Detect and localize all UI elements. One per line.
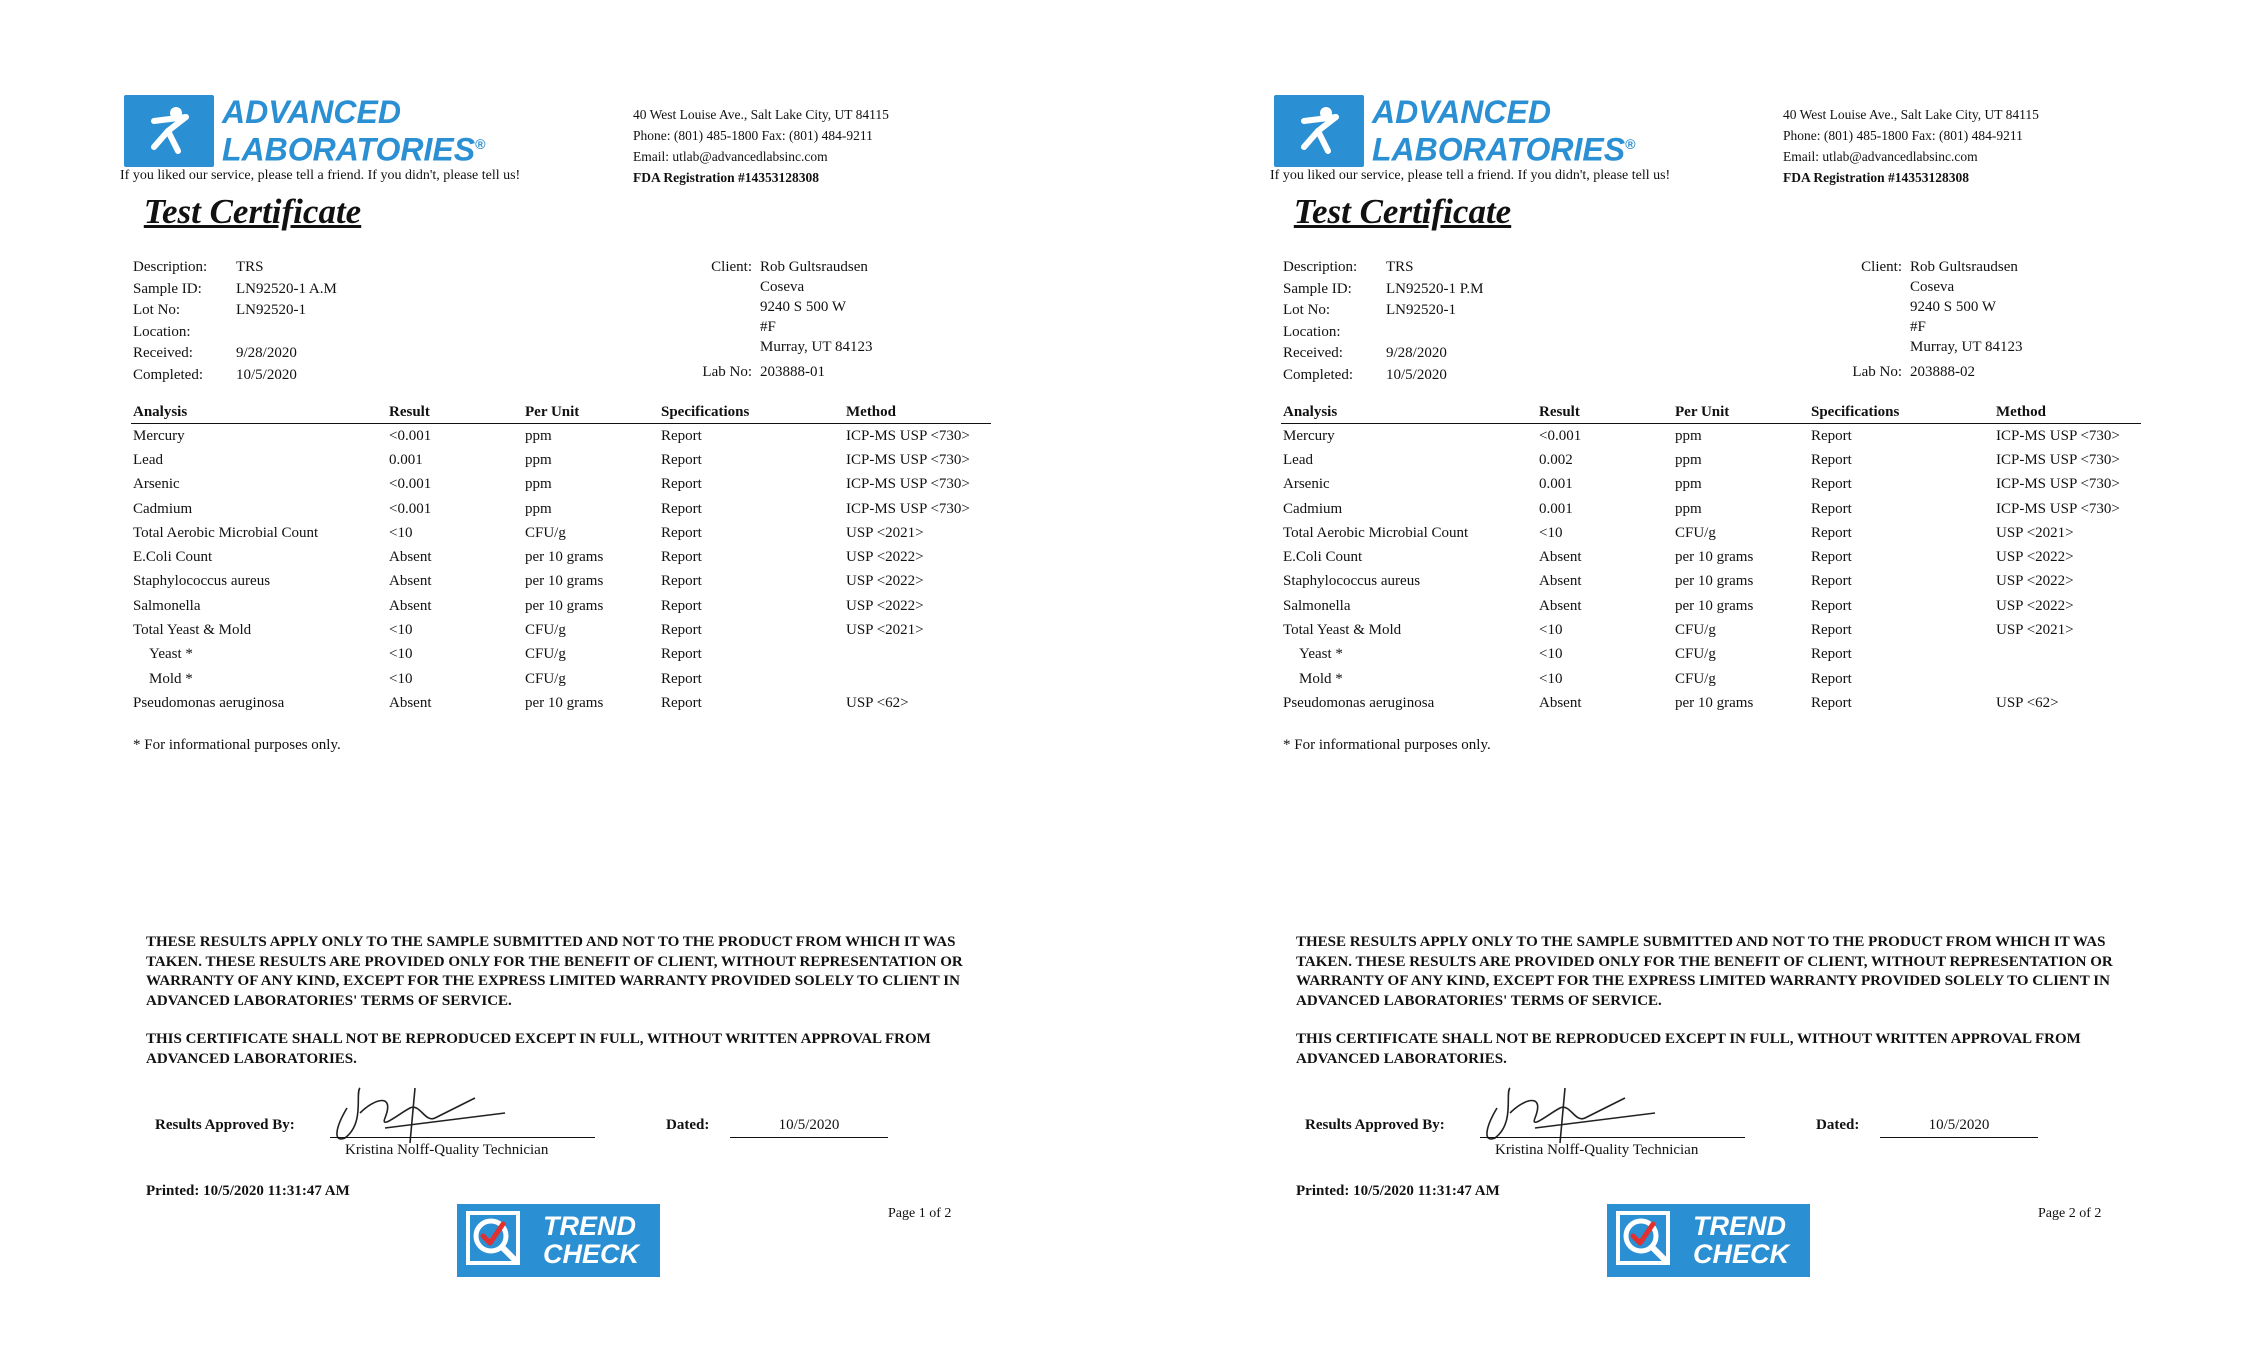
meta-label: Description:	[133, 259, 208, 275]
client-row	[1790, 317, 2023, 337]
dated-line	[1880, 1137, 2038, 1138]
meta-label: Location:	[1283, 323, 1341, 340]
cell-method: ICP-MS USP <730>	[1996, 500, 2120, 517]
cell-method: USP <2022>	[1996, 597, 2074, 614]
signature-icon	[1475, 1068, 1675, 1148]
cell-spec: Report	[661, 427, 702, 444]
meta-row	[1283, 279, 1484, 301]
client-block	[1790, 257, 2023, 357]
cell-result: Absent	[389, 597, 432, 614]
col-header-analysis: Analysis	[1281, 402, 1537, 424]
cell-unit: ppm	[1675, 427, 1702, 444]
brand-line-1: ADVANCED	[1372, 94, 1551, 130]
cell-unit: per 10 grams	[1675, 573, 1754, 590]
cell-analysis: Yeast *	[1299, 646, 1343, 663]
table-row	[1281, 473, 2141, 497]
cell-method: USP <2022>	[846, 549, 924, 566]
results-table	[1281, 402, 2141, 716]
signature-icon	[325, 1068, 525, 1148]
client-label: Client:	[711, 259, 752, 275]
table-row	[131, 643, 991, 667]
cell-spec: Report	[661, 670, 702, 687]
cell-spec: Report	[661, 476, 702, 493]
cell-analysis: Total Yeast & Mold	[1283, 622, 1402, 639]
trend-check-line-2: CHECK	[543, 1239, 640, 1269]
client-row	[1790, 297, 2023, 317]
lab-address	[633, 104, 889, 188]
cell-unit: per 10 grams	[525, 549, 604, 566]
cell-analysis: Mold *	[149, 670, 193, 687]
brand-line-1: ADVANCED	[222, 94, 401, 130]
meta-value: 9/28/2020	[236, 345, 297, 361]
client-row	[1790, 277, 2023, 297]
cell-spec: Report	[1811, 524, 1852, 541]
cell-unit: CFU/g	[1675, 524, 1716, 541]
client-row	[640, 297, 873, 317]
page-number: Page 2 of 2	[2038, 1206, 2102, 1221]
meta-row	[133, 279, 337, 301]
registered-mark: ®	[1625, 136, 1636, 152]
meta-value: 9/28/2020	[1386, 345, 1447, 361]
approved-by-label: Results Approved By:	[155, 1117, 295, 1133]
cell-unit: per 10 grams	[1675, 597, 1754, 614]
cell-method	[844, 667, 991, 691]
lab-number-value: 203888-02	[1910, 364, 1975, 380]
cell-spec: Report	[1811, 622, 1852, 639]
cell-spec: Report	[1811, 646, 1852, 663]
lab-number	[1790, 364, 1975, 381]
client-line: #F	[760, 319, 776, 335]
cell-spec: Report	[1811, 500, 1852, 517]
cell-method: USP <2022>	[846, 597, 924, 614]
table-row	[131, 448, 991, 472]
table-row	[1281, 424, 2141, 449]
col-header-method: Method	[844, 402, 991, 424]
client-line: Coseva	[760, 279, 805, 295]
cell-analysis: Salmonella	[133, 597, 201, 614]
cell-method: USP <2021>	[1996, 622, 2074, 639]
meta-value: 10/5/2020	[1386, 366, 1447, 383]
col-header-unit: Per Unit	[523, 402, 659, 424]
trend-check-logo	[457, 1204, 660, 1277]
meta-label: Received:	[1283, 345, 1343, 361]
client-label-spacer	[640, 297, 760, 317]
dated-value: 10/5/2020	[1928, 1117, 1990, 1133]
page-title: Test Certificate	[1293, 192, 1512, 231]
email-line: Email: utlab@advancedlabsinc.com	[633, 149, 828, 164]
cell-result: <10	[389, 646, 413, 663]
table-row	[1281, 545, 2141, 569]
cell-analysis: Yeast *	[149, 646, 193, 663]
cell-spec: Report	[1811, 451, 1852, 468]
cell-method: ICP-MS USP <730>	[1996, 451, 2120, 468]
meta-row	[133, 365, 337, 387]
advanced-labs-logo-icon	[1274, 95, 1364, 167]
cell-result: <0.001	[389, 500, 432, 517]
registered-mark: ®	[475, 136, 486, 152]
meta-value: LN92520-1	[1386, 302, 1456, 318]
cell-spec: Report	[1811, 427, 1852, 444]
client-row	[1790, 337, 2023, 357]
table-row	[131, 667, 991, 691]
client-row	[1790, 257, 2023, 277]
cell-result: Absent	[389, 694, 432, 711]
col-header-result: Result	[1537, 402, 1673, 424]
meta-row	[133, 257, 337, 279]
cell-result: Absent	[1539, 597, 1582, 614]
signer-name: Kristina Nolff-Quality Technician	[1495, 1142, 1699, 1158]
table-row	[131, 424, 991, 449]
signature-line	[1480, 1137, 1745, 1138]
client-label-spacer	[640, 317, 760, 337]
cell-unit: per 10 grams	[525, 597, 604, 614]
client-label: Client:	[1861, 259, 1902, 275]
cell-result: <10	[1539, 646, 1563, 663]
meta-row	[133, 343, 337, 365]
cell-unit: per 10 grams	[525, 694, 604, 711]
meta-value: 10/5/2020	[236, 366, 297, 383]
cell-unit: ppm	[1675, 500, 1702, 517]
cell-analysis: Staphylococcus aureus	[133, 573, 271, 590]
cell-unit: CFU/g	[525, 646, 566, 663]
meta-row	[133, 322, 337, 344]
client-label-spacer	[1790, 337, 1910, 357]
client-line: Murray, UT 84123	[760, 339, 873, 355]
cell-result: Absent	[1539, 549, 1582, 566]
client-label-spacer	[640, 337, 760, 357]
magnifier-check-icon	[465, 1210, 525, 1270]
client-label-spacer	[1790, 297, 1910, 317]
cell-unit: ppm	[525, 500, 552, 517]
cell-method: USP <2021>	[846, 524, 924, 541]
cell-unit: CFU/g	[1675, 622, 1716, 639]
client-row	[640, 337, 873, 357]
table-row	[131, 545, 991, 569]
cell-unit: per 10 grams	[1675, 549, 1754, 566]
trend-check-logo	[1607, 1204, 1810, 1277]
meta-value: LN92520-1 A.M	[236, 280, 337, 297]
client-line: Rob Gultsraudsen	[760, 259, 868, 275]
signature-line	[330, 1137, 595, 1138]
results-table	[131, 402, 991, 716]
table-row	[1281, 643, 2141, 667]
cell-spec: Report	[661, 597, 702, 614]
lab-number-label: Lab No:	[702, 364, 752, 380]
lab-number	[640, 364, 825, 381]
cell-method	[1994, 667, 2141, 691]
brand-name	[1372, 96, 1635, 166]
fda-registration: FDA Registration #14353128308	[1783, 170, 1969, 185]
col-header-method: Method	[1994, 402, 2141, 424]
client-line: 9240 S 500 W	[1910, 299, 1996, 315]
cell-result: 0.001	[389, 451, 423, 468]
cell-analysis: Cadmium	[133, 500, 193, 517]
cell-spec: Report	[661, 524, 702, 541]
cell-analysis: Total Aerobic Microbial Count	[133, 524, 319, 541]
tagline: If you liked our service, please tell a friend. If you didn't, please tell us!	[1270, 168, 1671, 183]
certificate-page-2	[1150, 0, 2258, 1366]
meta-row	[133, 300, 337, 322]
cell-analysis: Pseudomonas aeruginosa	[1283, 694, 1435, 711]
meta-label: Completed:	[1283, 366, 1353, 383]
cell-analysis: Arsenic	[1283, 476, 1330, 493]
client-line: 9240 S 500 W	[760, 299, 846, 315]
client-row	[640, 317, 873, 337]
table-row	[1281, 497, 2141, 521]
cell-result: 0.001	[1539, 476, 1573, 493]
meta-row	[1283, 343, 1484, 365]
cell-method: USP <2022>	[1996, 573, 2074, 590]
cell-analysis: Total Yeast & Mold	[133, 622, 252, 639]
cell-result: Absent	[389, 573, 432, 590]
cell-result: Absent	[1539, 694, 1582, 711]
lab-number-label: Lab No:	[1852, 364, 1902, 380]
lab-number-value: 203888-01	[760, 364, 825, 380]
cell-method: ICP-MS USP <730>	[846, 427, 970, 444]
trend-check-line-1: TREND	[543, 1211, 636, 1241]
cell-unit: per 10 grams	[1675, 694, 1754, 711]
meta-label: Received:	[133, 345, 193, 361]
table-row	[1281, 667, 2141, 691]
table-row	[1281, 594, 2141, 618]
trend-check-line-2: CHECK	[1693, 1239, 1790, 1269]
cell-method: ICP-MS USP <730>	[1996, 427, 2120, 444]
dated-line	[730, 1137, 888, 1138]
magnifier-check-icon	[1615, 1210, 1675, 1270]
printed-timestamp: Printed: 10/5/2020 11:31:47 AM	[1296, 1183, 1500, 1199]
col-header-specifications: Specifications	[1809, 402, 1994, 424]
cell-unit: CFU/g	[525, 524, 566, 541]
footnote: * For informational purposes only.	[133, 737, 341, 753]
cell-result: <0.001	[389, 427, 432, 444]
meta-row	[1283, 257, 1484, 279]
table-row	[131, 521, 991, 545]
col-header-specifications: Specifications	[659, 402, 844, 424]
phone-line: Phone: (801) 485-1800 Fax: (801) 484-9211	[1783, 128, 2023, 143]
meta-row	[1283, 300, 1484, 322]
cell-analysis: Lead	[133, 451, 163, 468]
cell-spec: Report	[661, 500, 702, 517]
meta-label: Description:	[1283, 259, 1358, 275]
meta-label: Lot No:	[1283, 302, 1331, 318]
cell-unit: ppm	[1675, 451, 1702, 468]
cell-result: <10	[1539, 524, 1563, 541]
table-row	[131, 618, 991, 642]
cell-analysis: Pseudomonas aeruginosa	[133, 694, 285, 711]
col-header-unit: Per Unit	[1673, 402, 1809, 424]
cell-result: <10	[1539, 670, 1563, 687]
cell-result: <10	[389, 670, 413, 687]
dated-label: Dated:	[666, 1117, 710, 1133]
signer-name: Kristina Nolff-Quality Technician	[345, 1142, 549, 1158]
meta-row	[1283, 365, 1484, 387]
cell-method: USP <62>	[846, 694, 909, 711]
cell-analysis: Mercury	[1283, 427, 1335, 444]
cell-method: ICP-MS USP <730>	[1996, 476, 2120, 493]
approved-by-label: Results Approved By:	[1305, 1117, 1445, 1133]
trend-check-line-1: TREND	[1693, 1211, 1786, 1241]
col-header-result: Result	[387, 402, 523, 424]
cell-spec: Report	[661, 549, 702, 566]
cell-result: Absent	[1539, 573, 1582, 590]
cell-unit: per 10 grams	[525, 573, 604, 590]
client-label-spacer	[640, 277, 760, 297]
footnote: * For informational purposes only.	[1283, 737, 1491, 753]
page-number: Page 1 of 2	[888, 1206, 952, 1221]
cell-unit: CFU/g	[1675, 670, 1716, 687]
cell-analysis: Lead	[1283, 451, 1313, 468]
cell-spec: Report	[661, 646, 702, 663]
tagline: If you liked our service, please tell a friend. If you didn't, please tell us!	[120, 168, 521, 183]
cell-method: USP <2021>	[1996, 524, 2074, 541]
cell-result: 0.002	[1539, 451, 1573, 468]
cell-result: <10	[389, 524, 413, 541]
table-row	[1281, 618, 2141, 642]
meta-label: Sample ID:	[133, 280, 202, 297]
table-row	[131, 570, 991, 594]
cell-spec: Report	[1811, 476, 1852, 493]
client-block	[640, 257, 873, 357]
cell-unit: CFU/g	[1675, 646, 1716, 663]
meta-label: Sample ID:	[1283, 280, 1352, 297]
cell-method: USP <2022>	[1996, 549, 2074, 566]
client-row	[640, 257, 873, 277]
meta-row	[1283, 322, 1484, 344]
brand-line-2: LABORATORIES	[1372, 131, 1626, 168]
table-row	[131, 691, 991, 715]
meta-label: Completed:	[133, 366, 203, 383]
lab-address	[1783, 104, 2039, 188]
disclaimer-paragraph-2: THIS CERTIFICATE SHALL NOT BE REPRODUCED EXCEPT IN FULL, WITHOUT WRITTEN APPROVAL FROM ADVANCED LABORATORIES.	[1296, 1031, 2081, 1067]
cell-spec: Report	[661, 622, 702, 639]
meta-value: TRS	[1386, 259, 1414, 275]
cell-spec: Report	[1811, 549, 1852, 566]
col-header-analysis: Analysis	[131, 402, 387, 424]
disclaimer-paragraph-1: THESE RESULTS APPLY ONLY TO THE SAMPLE SUBMITTED AND NOT TO THE PRODUCT FROM WHICH IT WAS TAKEN. THESE RESULTS ARE PROVIDED ONLY FOR THE BENEFIT OF CLIENT, WITHOUT REPRESENTATION OR WARRANTY OF ANY KIND, EXCEPT FOR THE EXPRESS LIMITED WARRANTY PROVIDED SOLELY TO CLIENT IN ADVANCED LABORATORIES' TERMS OF SERVICE.	[146, 934, 963, 1009]
client-line: Rob Gultsraudsen	[1910, 259, 2018, 275]
dated-value: 10/5/2020	[778, 1117, 840, 1133]
fda-registration: FDA Registration #14353128308	[633, 170, 819, 185]
sample-meta	[133, 257, 337, 386]
client-line: Coseva	[1910, 279, 1955, 295]
meta-value: LN92520-1	[236, 302, 306, 318]
table-row	[1281, 691, 2141, 715]
cell-method	[1994, 643, 2141, 667]
cell-spec: Report	[661, 451, 702, 468]
phone-line: Phone: (801) 485-1800 Fax: (801) 484-9211	[633, 128, 873, 143]
cell-analysis: Mold *	[1299, 670, 1343, 687]
client-line: #F	[1910, 319, 1926, 335]
meta-label: Location:	[133, 323, 191, 340]
cell-analysis: Cadmium	[1283, 500, 1343, 517]
printed-timestamp: Printed: 10/5/2020 11:31:47 AM	[146, 1183, 350, 1199]
cell-result: Absent	[389, 549, 432, 566]
cell-unit: ppm	[525, 476, 552, 493]
client-line: Murray, UT 84123	[1910, 339, 2023, 355]
table-row	[1281, 448, 2141, 472]
cell-result: 0.001	[1539, 500, 1573, 517]
client-label-spacer	[1790, 277, 1910, 297]
cell-result: <0.001	[389, 476, 432, 493]
cell-method: USP <2021>	[846, 622, 924, 639]
cell-result: <10	[1539, 622, 1563, 639]
cell-method: USP <62>	[1996, 694, 2059, 711]
cell-result: <0.001	[1539, 427, 1582, 444]
cell-analysis: Staphylococcus aureus	[1283, 573, 1421, 590]
cell-unit: CFU/g	[525, 670, 566, 687]
meta-value: TRS	[236, 259, 264, 275]
table-row	[131, 594, 991, 618]
cell-analysis: Mercury	[133, 427, 185, 444]
email-line: Email: utlab@advancedlabsinc.com	[1783, 149, 1978, 164]
brand-line-2: LABORATORIES	[222, 131, 476, 168]
cell-result: <10	[389, 622, 413, 639]
cell-analysis: Salmonella	[1283, 597, 1351, 614]
address-line: 40 West Louise Ave., Salt Lake City, UT 84115	[633, 107, 889, 122]
advanced-labs-logo-icon	[124, 95, 214, 167]
cell-method: ICP-MS USP <730>	[846, 451, 970, 468]
cell-analysis: Arsenic	[133, 476, 180, 493]
dated-label: Dated:	[1816, 1117, 1860, 1133]
table-row	[131, 473, 991, 497]
disclaimer-paragraph-2: THIS CERTIFICATE SHALL NOT BE REPRODUCED EXCEPT IN FULL, WITHOUT WRITTEN APPROVAL FROM ADVANCED LABORATORIES.	[146, 1031, 931, 1067]
disclaimer-paragraph-1: THESE RESULTS APPLY ONLY TO THE SAMPLE SUBMITTED AND NOT TO THE PRODUCT FROM WHICH IT WAS TAKEN. THESE RESULTS ARE PROVIDED ONLY FOR THE BENEFIT OF CLIENT, WITHOUT REPRESENTATION OR WARRANTY OF ANY KIND, EXCEPT FOR THE EXPRESS LIMITED WARRANTY PROVIDED SOLELY TO CLIENT IN ADVANCED LABORATORIES' TERMS OF SERVICE.	[1296, 934, 2113, 1009]
cell-method: ICP-MS USP <730>	[846, 500, 970, 517]
cell-method	[844, 643, 991, 667]
cell-unit: CFU/g	[525, 622, 566, 639]
cell-method: ICP-MS USP <730>	[846, 476, 970, 493]
table-header-row	[1281, 402, 2141, 424]
cell-unit: ppm	[525, 451, 552, 468]
cell-analysis: E.Coli Count	[133, 549, 213, 566]
disclaimer	[1296, 933, 2156, 1088]
cell-analysis: E.Coli Count	[1283, 549, 1363, 566]
table-row	[1281, 521, 2141, 545]
disclaimer	[146, 933, 1006, 1088]
meta-value: LN92520-1 P.M	[1386, 280, 1484, 297]
table-header-row	[131, 402, 991, 424]
cell-spec: Report	[661, 694, 702, 711]
meta-label: Lot No:	[133, 302, 181, 318]
cell-spec: Report	[1811, 694, 1852, 711]
address-line: 40 West Louise Ave., Salt Lake City, UT 84115	[1783, 107, 2039, 122]
cell-analysis: Total Aerobic Microbial Count	[1283, 524, 1469, 541]
client-row	[640, 277, 873, 297]
brand-name	[222, 96, 485, 166]
sample-meta	[1283, 257, 1484, 386]
cell-unit: ppm	[1675, 476, 1702, 493]
table-row	[1281, 570, 2141, 594]
cell-spec: Report	[1811, 597, 1852, 614]
cell-method: USP <2022>	[846, 573, 924, 590]
table-row	[131, 497, 991, 521]
cell-spec: Report	[661, 573, 702, 590]
cell-unit: ppm	[525, 427, 552, 444]
page-title: Test Certificate	[143, 192, 362, 231]
client-label-spacer	[1790, 317, 1910, 337]
cell-spec: Report	[1811, 573, 1852, 590]
cell-spec: Report	[1811, 670, 1852, 687]
